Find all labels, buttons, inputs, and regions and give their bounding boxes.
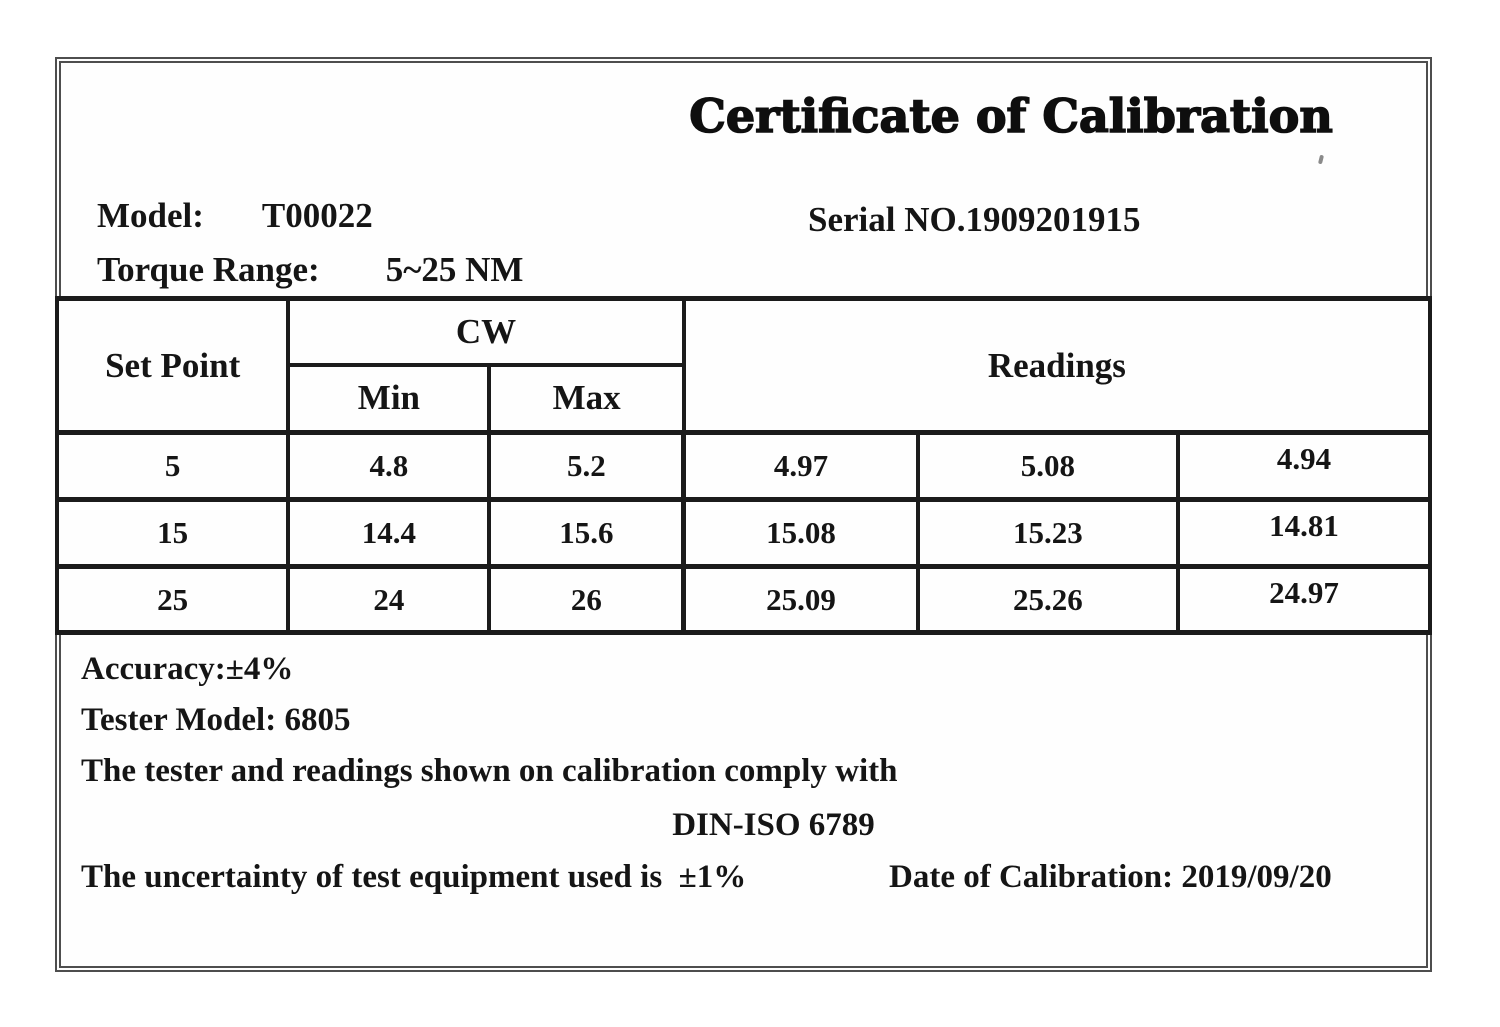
readings-header: Readings <box>684 299 1430 433</box>
set-point-cell: 25 <box>57 567 288 633</box>
set-point-cell: 5 <box>57 433 288 500</box>
model-row <box>97 196 373 236</box>
torque-range-label: Torque Range: <box>97 250 320 289</box>
reading-cell: 25.26 <box>918 567 1178 633</box>
standard-note: DIN-ISO 6789 <box>672 807 875 843</box>
reading-cell: 25.09 <box>684 567 918 633</box>
max-header: Max <box>489 365 683 433</box>
compliance-note: The tester and readings shown on calibration comply with <box>81 753 898 789</box>
reading-cell: 24.97 <box>1178 567 1430 633</box>
reading-cell: 4.94 <box>1178 433 1430 500</box>
certificate-title: Certificate of Calibration <box>689 89 1333 143</box>
reading-cell: 4.97 <box>684 433 918 500</box>
reading-cell: 15.08 <box>684 500 918 567</box>
calibration-table-wrap <box>55 296 1432 635</box>
certificate-frame <box>55 57 1432 972</box>
tester-model-note: Tester Model: 6805 <box>81 702 351 738</box>
accuracy-note: Accuracy:±4% <box>81 651 294 687</box>
calibration-table <box>55 296 1432 635</box>
table-row <box>57 500 1430 567</box>
model-value: T00022 <box>261 196 373 235</box>
max-cell: 5.2 <box>489 433 683 500</box>
scan-speck <box>1318 155 1324 165</box>
reading-cell: 14.81 <box>1178 500 1430 567</box>
min-cell: 14.4 <box>288 500 489 567</box>
reading-cell: 15.23 <box>918 500 1178 567</box>
table-header-row-1 <box>57 299 1430 365</box>
max-cell: 26 <box>489 567 683 633</box>
table-row <box>57 567 1430 633</box>
serial-number: Serial NO.1909201915 <box>808 200 1141 239</box>
min-cell: 4.8 <box>288 433 489 500</box>
set-point-header: Set Point <box>57 299 288 433</box>
model-label: Model: <box>97 196 204 235</box>
cw-header: CW <box>288 299 683 365</box>
torque-range-row <box>97 250 523 290</box>
max-cell: 15.6 <box>489 500 683 567</box>
table-row <box>57 433 1430 500</box>
min-header: Min <box>288 365 489 433</box>
set-point-cell: 15 <box>57 500 288 567</box>
uncertainty-note: The uncertainty of test equipment used is ±1% <box>81 859 747 895</box>
torque-range-value: 5~25 NM <box>385 250 524 289</box>
reading-cell: 5.08 <box>918 433 1178 500</box>
calibration-date: Date of Calibration: 2019/09/20 <box>889 859 1332 895</box>
min-cell: 24 <box>288 567 489 633</box>
